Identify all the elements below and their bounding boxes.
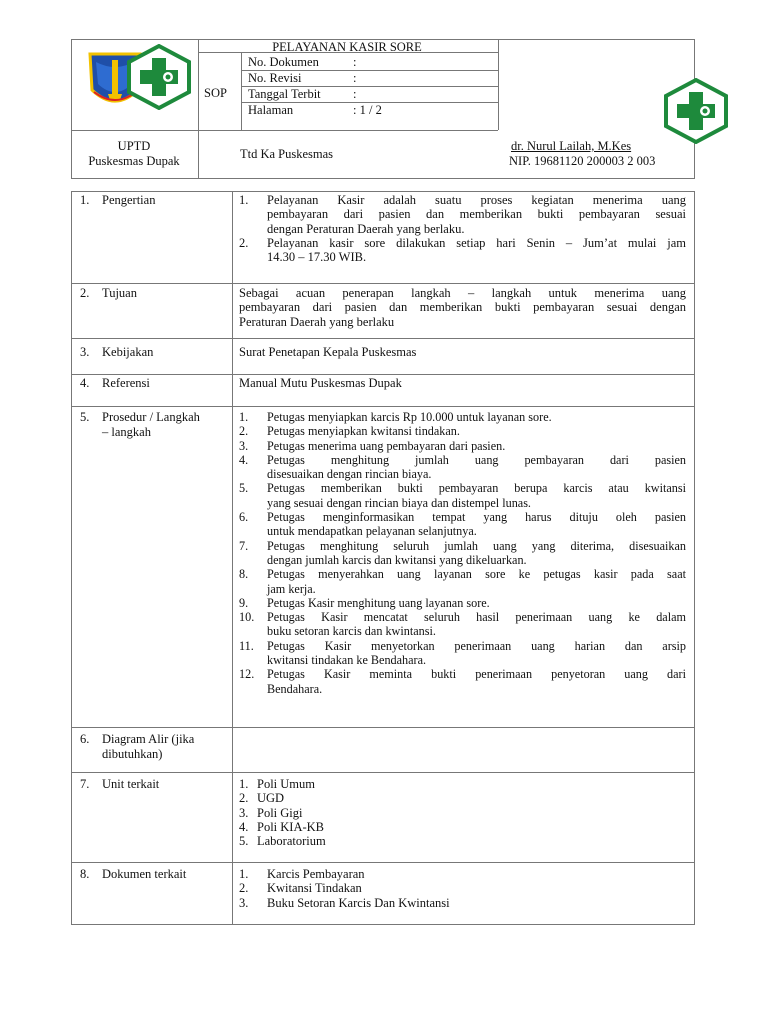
sign-label: Ttd Ka Puskesmas (240, 147, 334, 161)
section-7-label: 7. Unit terkait (80, 777, 160, 791)
list-item (239, 610, 686, 639)
list-item-number: 2. (239, 424, 249, 439)
field-label-tanggal-terbit: Tanggal Terbit (248, 87, 321, 101)
list-item-number: 3. (239, 895, 249, 910)
list-item-text: Petugas Kasir menyetorkan penerimaan uang harian dan arsip kwitansi tindakan ke Bendahara. (267, 638, 686, 668)
field-value-no-dokumen: : (353, 55, 357, 69)
section-6-label: 6. Diagram Alir (jika dibutuhkan) (80, 732, 195, 761)
section-1-content (239, 193, 686, 264)
puskesmas-logo-right (662, 78, 730, 144)
section-2-label: 2. Tujuan (80, 286, 137, 300)
list-item-number: 1. (239, 867, 249, 881)
field-label-no-revisi: No. Revisi (248, 71, 302, 85)
org-line-2: Puskesmas Dupak (88, 154, 180, 168)
list-item (239, 193, 686, 236)
list-item-text: Petugas menyiapkan kwitansi tindakan. (267, 424, 460, 439)
field-label-no-dokumen: No. Dokumen (248, 55, 319, 69)
list-item (239, 867, 686, 881)
list-item (239, 236, 686, 265)
list-item-text: UGD (257, 791, 285, 806)
section-4-label: 4. Referensi (80, 376, 150, 390)
field-value-halaman: : 1 / 2 (353, 103, 382, 117)
sop-body-table (71, 191, 695, 925)
list-item-number: 2. (239, 235, 249, 250)
list-item (239, 820, 686, 834)
list-item (239, 834, 686, 848)
list-item-number: 1. (239, 193, 249, 207)
list-item-text: Poli Umum (257, 777, 315, 791)
list-item-text: Petugas memberikan bukti pembayaran berupa karcis atau kwitansi yang sesuai dengan rincian biaya dan distempel lunas. (267, 481, 686, 510)
kebijakan-text: Surat Penetapan Kepala Puskesmas (239, 345, 417, 359)
list-item-number: 5. (239, 834, 249, 849)
tujuan-text: Sebagai acuan penerapan langkah – langkah untuk menerima uang pembayaran dari pasien dan memberikan bukti pembayaran sesuai dengan Peraturan Daerah yang berlaku (239, 286, 686, 329)
list-item-number: 3. (239, 438, 249, 453)
list-item-text: Petugas menginformasikan tempat yang harus dituju oleh pasien untuk mendapatkan pelayanan selanjutnya. (267, 510, 686, 539)
section-2-content (239, 286, 686, 329)
list-item-number: 4. (239, 452, 249, 467)
list-item (239, 453, 686, 482)
section-8-label: 8. Dokumen terkait (80, 867, 187, 881)
list-item-number: 2. (239, 791, 249, 806)
list-item-text: Petugas menerima uang pembayaran dari pasien. (267, 438, 506, 453)
sop-label: SOP (204, 86, 227, 100)
list-item-text: Petugas menyerahkan uang layanan sore ke petugas kasir pada saat jam kerja. (267, 567, 686, 596)
list-item (239, 639, 686, 668)
list-item-number: 12. (239, 667, 255, 682)
pengertian-list (239, 193, 686, 264)
list-item-number: 3. (239, 805, 249, 820)
list-item (239, 596, 686, 610)
list-item-text: Petugas Kasir meminta bukti penerimaan penyetoran uang dari Bendahara. (267, 667, 686, 696)
list-item (239, 806, 686, 820)
unit-terkait-list (239, 777, 686, 848)
dokumen-terkait-list (239, 867, 686, 910)
signer-nip: NIP. 19681120 200003 2 003 (509, 154, 656, 168)
list-item-text: Poli Gigi (257, 805, 303, 820)
document-title: PELAYANAN KASIR SORE (272, 40, 422, 54)
list-item-number: 2. (239, 881, 249, 896)
list-item (239, 896, 686, 910)
list-item-text: Petugas menyiapkan karcis Rp 10.000 untuk layanan sore. (267, 410, 552, 424)
list-item-text: Petugas menghitung seluruh jumlah uang yang diterima, disesuaikan dengan jumlah karcis dan kwitansi yang dikeluarkan. (267, 538, 686, 567)
field-value-no-revisi: : (353, 71, 357, 85)
list-item-number: 7. (239, 538, 249, 553)
list-item-number: 11. (239, 638, 254, 653)
section-3-label: 3. Kebijakan (80, 345, 154, 359)
signer-name: dr. Nurul Lailah, M.Kes (511, 139, 632, 153)
list-item-text: Karcis Pembayaran (267, 867, 365, 881)
list-item (239, 667, 686, 696)
list-item-text: Buku Setoran Karcis Dan Kwintansi (267, 895, 450, 910)
list-item-text: Poli KIA-KB (257, 819, 325, 834)
field-value-tanggal-terbit: : (353, 87, 357, 101)
org-line-1: UPTD (117, 139, 151, 153)
section-1-label: 1. Pengertian (80, 193, 156, 207)
referensi-text: Manual Mutu Puskesmas Dupak (239, 376, 402, 390)
list-item (239, 567, 686, 596)
list-item (239, 777, 686, 791)
list-item-number: 1. (239, 777, 249, 791)
list-item-text: Petugas Kasir mencatat seluruh hasil penerimaan uang ke dalam buku setoran karcis dan kwintansi. (267, 610, 686, 639)
list-item (239, 481, 686, 510)
list-item-number: 5. (239, 481, 249, 496)
field-label-halaman: Halaman (248, 103, 294, 117)
puskesmas-logo (125, 44, 193, 110)
list-item-text: Pelayanan kasir sore dilakukan setiap hari Senin – Jum’at mulai jam 14.30 – 17.30 WIB. (267, 235, 686, 265)
list-item (239, 424, 686, 438)
list-item-number: 10. (239, 610, 255, 625)
list-item-number: 9. (239, 595, 249, 610)
section-3-content (239, 345, 686, 359)
list-item-text: Petugas menghitung jumlah uang pembayaran dari pasien disesuaikan dengan rincian biaya. (267, 452, 686, 482)
list-item (239, 439, 686, 453)
list-item (239, 881, 686, 895)
section-5-content (239, 410, 686, 696)
section-5-label: 5. Prosedur / Langkah – langkah (80, 410, 200, 439)
list-item-text: Petugas Kasir menghitung uang layanan sore. (267, 595, 490, 610)
list-item (239, 539, 686, 568)
list-item (239, 410, 686, 424)
list-item-text: Laboratorium (257, 834, 326, 849)
list-item-number: 6. (239, 510, 249, 525)
list-item (239, 791, 686, 805)
prosedur-list (239, 410, 686, 696)
section-8-content (239, 867, 686, 910)
list-item-number: 1. (239, 410, 249, 424)
list-item-text: Pelayanan Kasir adalah suatu proses kegiatan menerima uang pembayaran dari pasien dan memberikan bukti pembayaran sesuai dengan Peraturan Daerah yang berlaku. (267, 193, 686, 236)
list-item-number: 8. (239, 567, 249, 582)
section-7-content (239, 777, 686, 848)
list-item (239, 510, 686, 539)
list-item-number: 4. (239, 819, 249, 834)
list-item-text: Kwitansi Tindakan (267, 881, 362, 896)
section-4-content (239, 376, 686, 390)
